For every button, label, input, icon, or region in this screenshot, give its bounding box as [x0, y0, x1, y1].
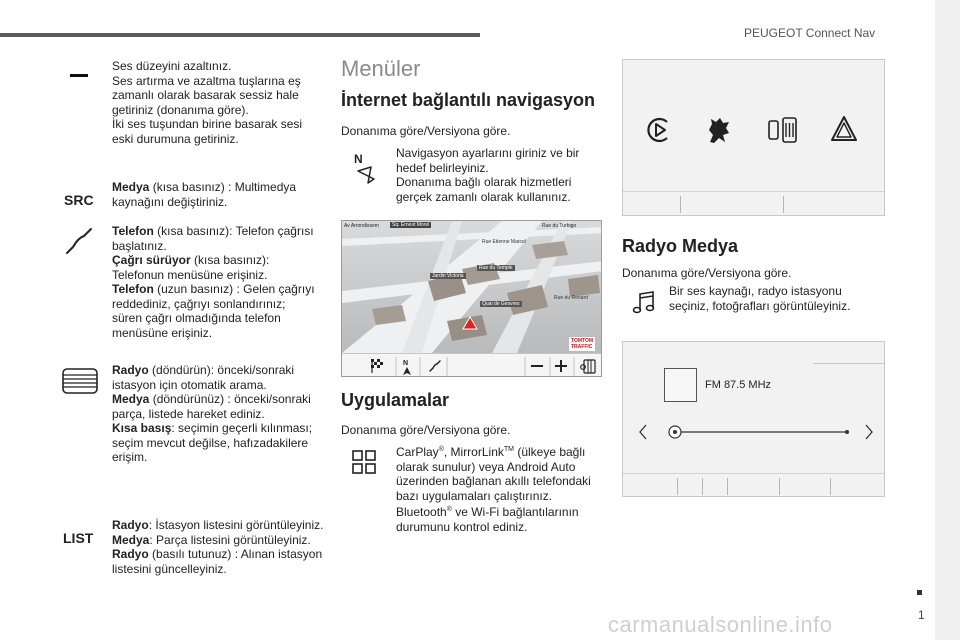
map-settings-icon[interactable] [580, 359, 596, 374]
divider [779, 478, 780, 495]
navigation-triangle-icon[interactable] [829, 114, 859, 144]
radio-equipment: Donanıma göre/Versiyona göre. [622, 266, 792, 280]
phone-icon[interactable] [428, 359, 442, 373]
map-label: Sq. Ernest Morel [392, 222, 430, 228]
wheel-description: Radyo (döndürün): önceki/sonraki istasyon için otomatik arama. Medya (döndürünüz) : önceki/sonraki parça, listede hareket ediniz. Kısa basış: seçimin geçerli kılınması; seçim mevcut değilse, hafızadakilere erişim. [112, 363, 313, 464]
map-label: Quai de Gesvres [482, 301, 520, 307]
compass-north-icon[interactable] [400, 357, 414, 376]
radio-screen [622, 341, 885, 497]
navigation-map-screen [341, 220, 602, 377]
navigation-icon [352, 151, 380, 192]
zoom-in-icon[interactable] [555, 360, 567, 372]
page-number: 1 [918, 608, 925, 622]
divider [727, 478, 728, 495]
map-label: Rue du Temple [479, 265, 513, 271]
map-label: Av Arrondissem [344, 223, 379, 229]
station-artwork [664, 368, 697, 402]
divider [677, 478, 678, 495]
phone-description: Telefon (kısa basınız): Telefon çağrısı başlatınız. Çağrı sürüyor (kısa basınız): Telefonun menüsüne erişiniz. Telefon (uzun basınız) : Gelen çağrıyı reddediniz, çağrıyı sonlandırınız; süren çağrı olmadığında telefon menüsüne erişiniz. [112, 224, 315, 340]
music-note-icon [632, 290, 656, 321]
radio-description: Bir ses kaynağı, radyo istasyonu seçiniz, fotoğrafları görüntüleyiniz. [669, 284, 851, 313]
minus-icon [70, 74, 88, 77]
src-label: SRC [64, 192, 94, 208]
svg-text:N: N [403, 360, 409, 367]
radio-media-title: Radyo Medya [622, 236, 739, 256]
divider [680, 196, 681, 213]
checkered-flag-icon[interactable] [371, 359, 385, 373]
map-label: Rue du Renard [554, 295, 588, 301]
phone-connect-icon[interactable] [767, 116, 801, 144]
apps-equipment: Donanıma göre/Versiyona göre. [341, 423, 511, 437]
fm-frequency: FM 87.5 MHz [705, 379, 772, 391]
media-play-icon[interactable] [645, 116, 673, 144]
frequency-slider[interactable] [637, 422, 875, 442]
src-description: Medya (kısa basınız) : Multimedya kaynağını değiştiriniz. [112, 180, 297, 209]
divider [783, 196, 784, 213]
map-toolbar [342, 353, 602, 377]
apps-title: Uygulamalar [341, 390, 450, 410]
tomtom-traffic-logo: TOMTOM TRAFFIC [571, 338, 594, 350]
peugeot-lion-icon[interactable] [703, 114, 735, 146]
divider [702, 478, 703, 495]
page-marker [917, 590, 922, 595]
apps-description: CarPlay®, MirrorLink™ (ülkeye bağlı olarak sunulur) veya Android Auto üzerinden bağlanan akıllı telefondaki bazı uygulamaları çalıştırınız. Bluetooth® ve Wi-Fi bağlantılarının durumunu kontrol ediniz. [396, 445, 591, 534]
apps-grid-icon [352, 450, 376, 479]
list-label: LIST [63, 530, 94, 546]
phone-icon [62, 224, 96, 263]
menu-title: Menüler [341, 56, 421, 81]
map-label: Rue Etienne Marcel [482, 239, 526, 245]
header-rule [0, 33, 480, 37]
page-sidebar [935, 0, 960, 640]
divider [813, 363, 884, 364]
scroll-wheel-icon [62, 368, 98, 399]
manual-title: PEUGEOT Connect Nav [744, 26, 876, 40]
map-label: Jardin Victoria [432, 273, 464, 279]
volume-description: Ses düzeyini azaltınız. Ses artırma ve azaltma tuşlarına eş zamanlı olarak basarak sessiz hale getiriniz (donanıma göre). İki ses tuşundan birine basarak sesi eski durumuna getiriniz. [112, 59, 303, 146]
svg-text:N: N [354, 152, 363, 166]
map-label: Rue du Turbigo [542, 223, 577, 229]
divider [830, 478, 831, 495]
divider [623, 191, 884, 192]
watermark: carmanualsonline.info [608, 612, 833, 637]
zoom-out-icon[interactable] [531, 364, 543, 368]
divider [623, 473, 884, 474]
nav-title: İnternet bağlantılı navigasyon [341, 90, 596, 110]
nav-description: Navigasyon ayarlarını giriniz ve bir hedef belirleyiniz. Donanıma bağlı olarak hizmetleri gerçek zamanlı olarak kullanınız. [396, 146, 580, 204]
nav-equipment: Donanıma göre/Versiyona göre. [341, 124, 511, 138]
list-description: Radyo: İstasyon listesini görüntüleyiniz. Medya: Parça listesini görüntüleyiniz. Radyo (basılı tutunuz) : Alınan istasyon listesini güncelleyiniz. [112, 518, 324, 576]
home-menu-screen [622, 59, 885, 216]
